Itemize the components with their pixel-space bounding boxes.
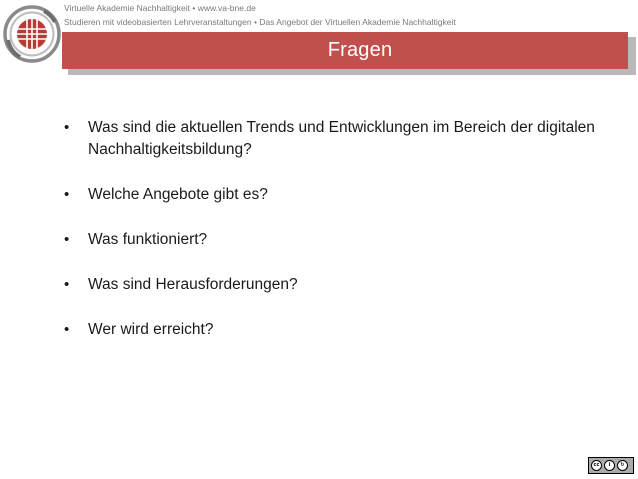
slide-title: Fragen (327, 39, 393, 61)
title-bar (62, 32, 628, 69)
cc-icon: cc (591, 460, 602, 471)
list-item (60, 274, 620, 296)
bullet-icon: • (64, 119, 70, 136)
list-item-text: Was sind die aktuellen Trends und Entwicklungen im Bereich der digitalen Nachhaltigkeitsbildung? (88, 119, 595, 158)
bullet-icon: • (64, 186, 70, 203)
question-list (60, 117, 620, 364)
list-item (60, 117, 620, 161)
list-item (60, 229, 620, 251)
list-item-text: Welche Angebote gibt es? (88, 186, 268, 203)
by-attribution-icon: i (604, 460, 615, 471)
list-item-text: Wer wird erreicht? (88, 321, 214, 338)
header-institution-line: Virtuelle Akademie Nachhaltigkeit • www.va-bne.de (64, 3, 256, 13)
list-item-text: Was sind Herausforderungen? (88, 276, 298, 293)
list-item-text: Was funktioniert? (88, 231, 208, 248)
bullet-icon: • (64, 276, 70, 293)
list-item (60, 184, 620, 206)
header-subtitle-line: Studieren mit videobasierten Lehrveranstaltungen • Das Angebot der Virtuellen Akademie Nachhaltigkeit (64, 17, 456, 27)
bullet-icon: • (64, 321, 70, 338)
virtuelle-akademie-logo-icon (0, 0, 64, 72)
creative-commons-badge-icon[interactable] (588, 457, 634, 474)
bullet-icon: • (64, 231, 70, 248)
sa-share-alike-icon: ↻ (617, 460, 628, 471)
list-item (60, 319, 620, 341)
